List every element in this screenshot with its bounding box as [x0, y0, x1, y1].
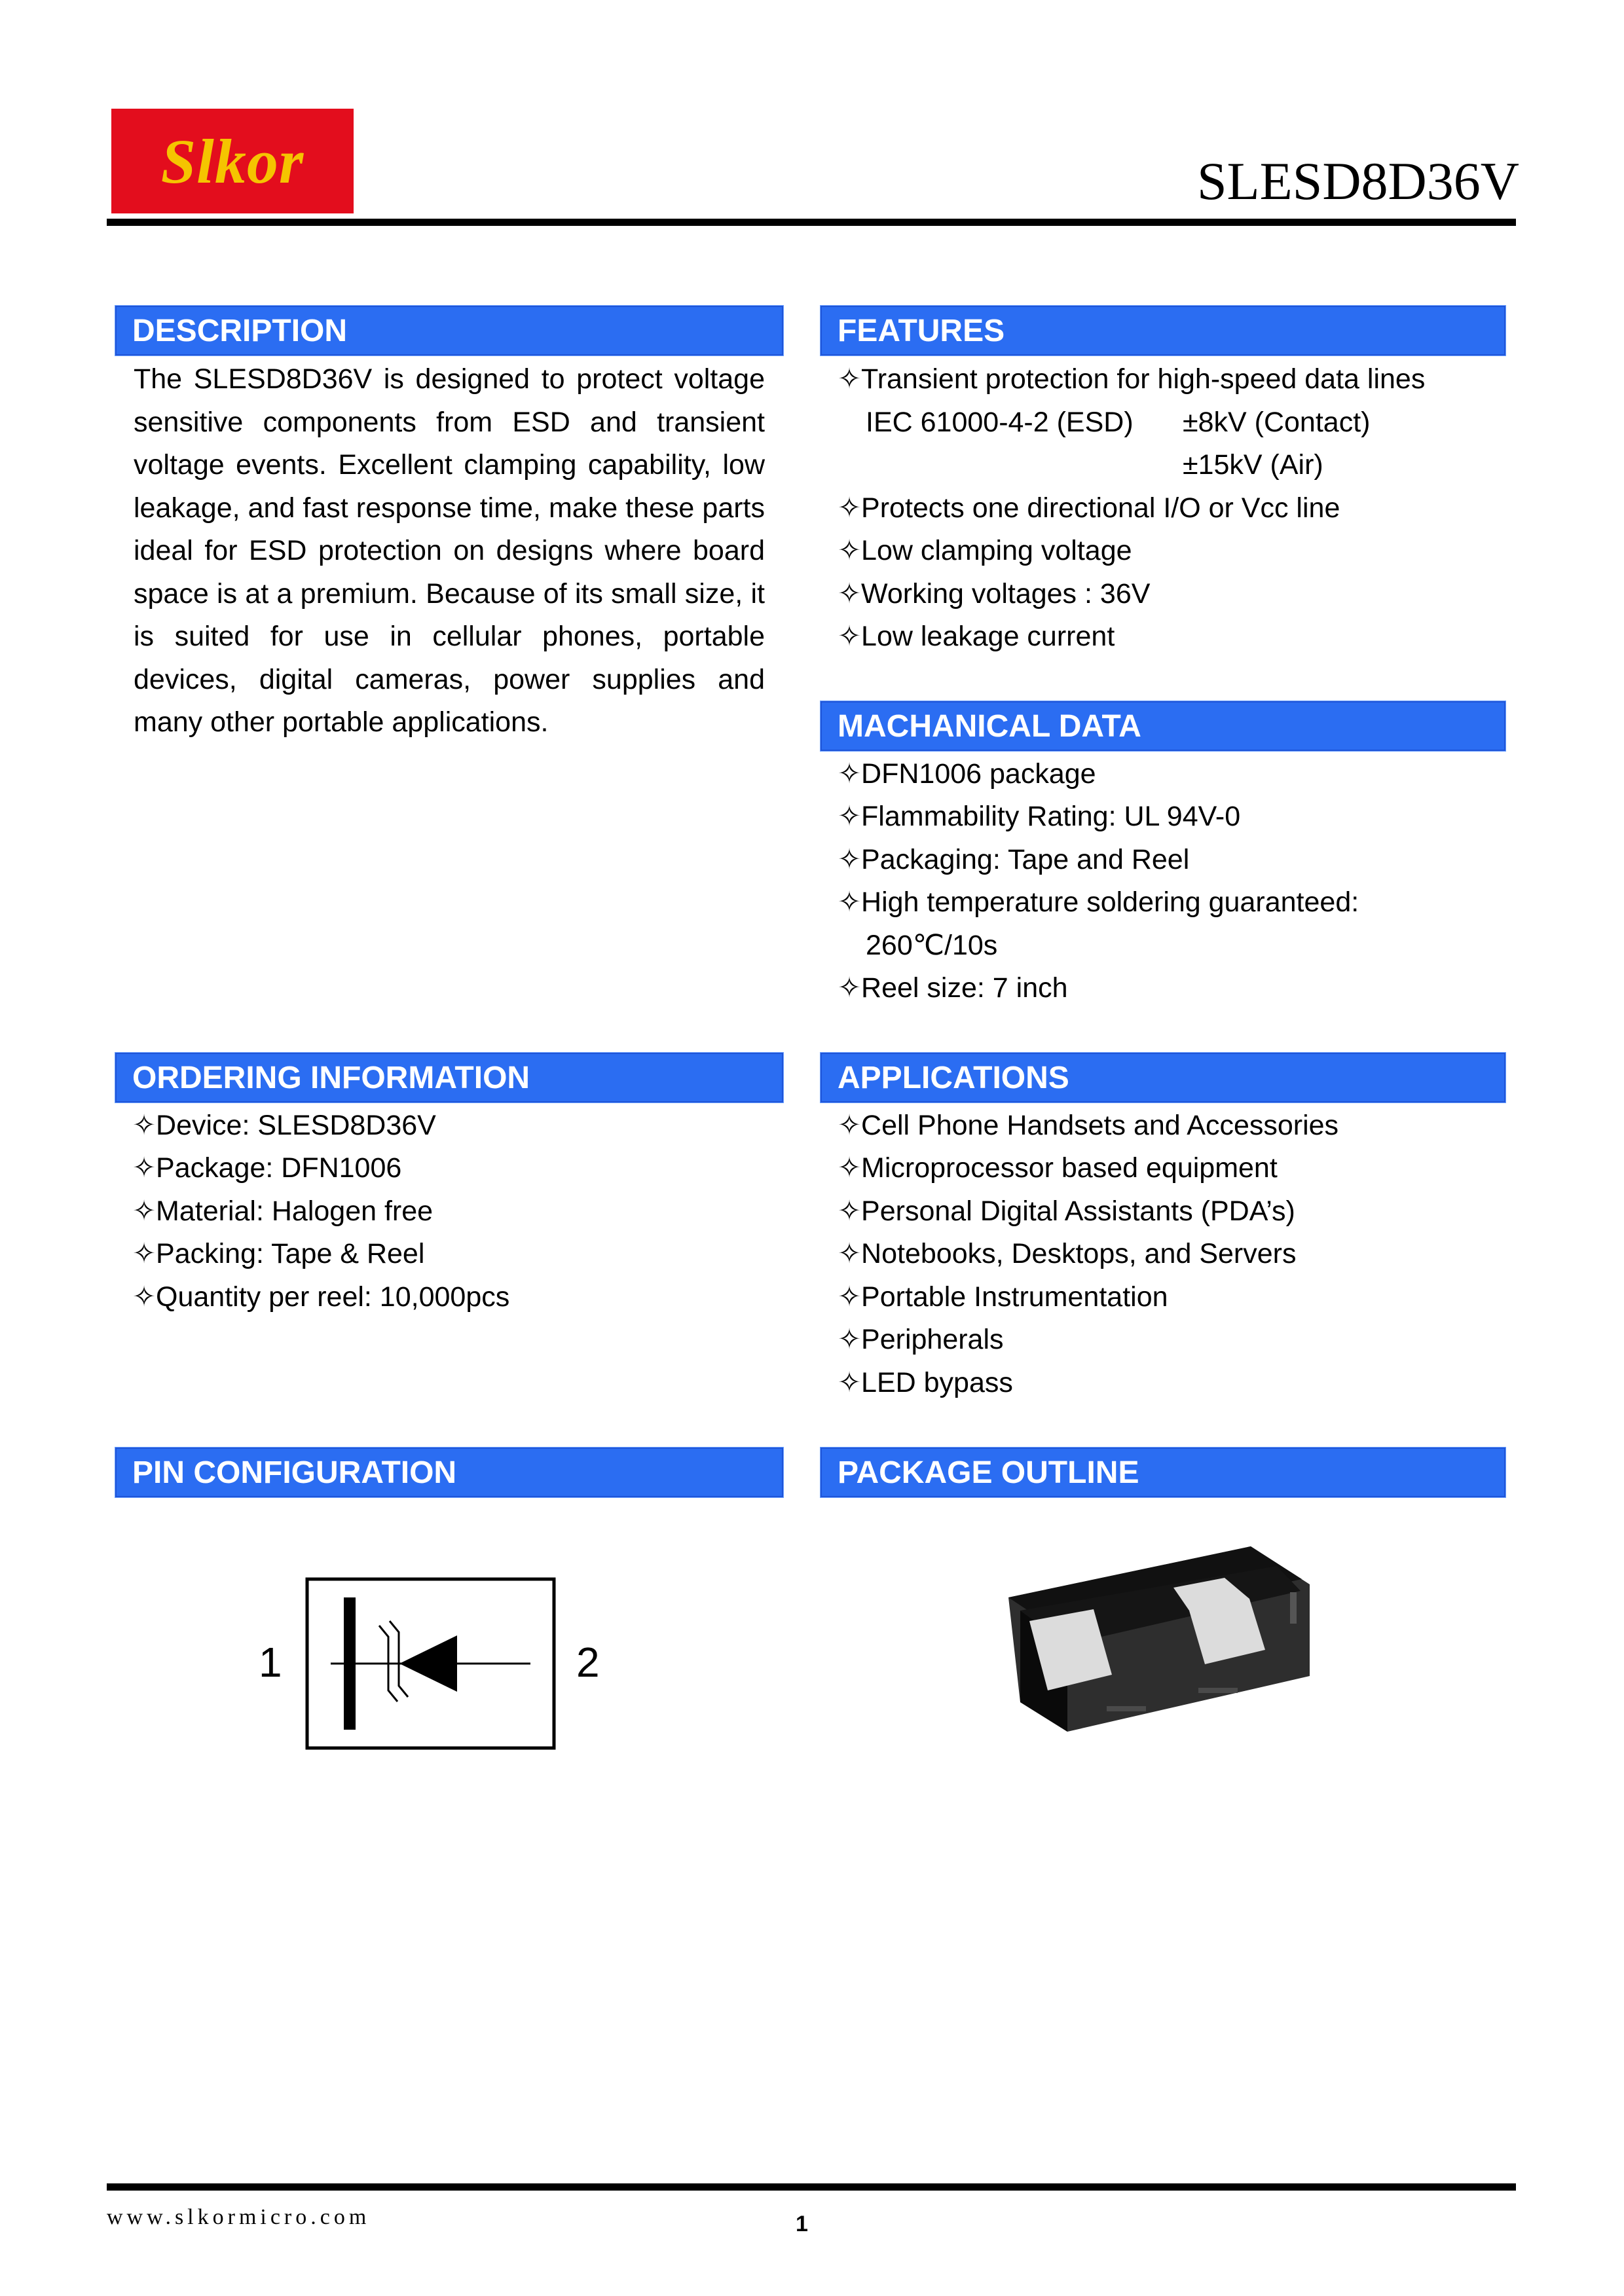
sparkle-bullet-icon [838, 758, 861, 790]
mechanical-heading: MACHANICAL DATA [838, 709, 1141, 744]
sparkle-bullet-icon [838, 492, 861, 524]
description-heading: DESCRIPTION [132, 314, 348, 348]
sparkle-bullet-icon [838, 1195, 861, 1227]
features-item: ✧ Low clamping voltage [838, 530, 1132, 573]
mechanical-item: ✧ Reel size: 7 inch [838, 967, 1068, 1010]
sparkle-bullet-icon [838, 1152, 861, 1184]
sparkle-bullet-icon [838, 578, 861, 610]
ordering-item: ✧ Device: SLESD8D36V [132, 1104, 436, 1148]
mechanical-item: ✧ DFN1006 package [838, 753, 1096, 796]
sparkle-bullet-icon [838, 972, 861, 1004]
application-item: ✧ Cell Phone Handsets and Accessories [838, 1104, 1338, 1148]
pin-config-heading: PIN CONFIGURATION [132, 1455, 457, 1490]
ordering-item: ✧ Packing: Tape & Reel [132, 1233, 424, 1276]
ordering-item: ✧ Quantity per reel: 10,000pcs [132, 1276, 509, 1319]
description-heading-bar [115, 305, 784, 356]
sparkle-bullet-icon [838, 886, 861, 918]
sparkle-bullet-icon [838, 1324, 861, 1355]
footer-website[interactable]: www.slkormicro.com [107, 2205, 371, 2229]
page-number: 1 [796, 2212, 808, 2236]
sparkle-bullet-icon [132, 1152, 156, 1184]
mechanical-heading-bar [820, 701, 1506, 752]
sparkle-bullet-icon [838, 801, 861, 832]
sparkle-bullet-icon [838, 363, 861, 395]
tvs-diode-symbol [304, 1576, 557, 1751]
sparkle-bullet-icon [132, 1281, 156, 1313]
package-outline-heading: PACKAGE OUTLINE [838, 1455, 1139, 1490]
footer-rule [107, 2183, 1516, 2191]
sparkle-bullet-icon [838, 535, 861, 566]
applications-heading: APPLICATIONS [838, 1061, 1069, 1095]
application-item: ✧ Notebooks, Desktops, and Servers [838, 1233, 1296, 1276]
application-item: ✧ Personal Digital Assistants (PDA’s) [838, 1190, 1295, 1233]
mechanical-item-continuation: 260℃/10s [866, 930, 998, 961]
ordering-heading-bar [115, 1052, 784, 1103]
part-number-title: SLESD8D36V [1196, 151, 1519, 211]
application-item: ✧ LED bypass [838, 1362, 1013, 1405]
features-iec-label: IEC 61000-4-2 (ESD) [866, 407, 1134, 438]
application-item: ✧ Microprocessor based equipment [838, 1147, 1278, 1190]
header-rule [107, 219, 1516, 226]
logo-text: Slkor [160, 126, 304, 196]
package-outline-heading-bar [820, 1447, 1506, 1498]
sparkle-bullet-icon [132, 1195, 156, 1227]
company-logo [111, 109, 354, 213]
sparkle-bullet-icon [838, 1281, 861, 1313]
features-item: ✧ Low leakage current [838, 615, 1115, 659]
features-heading-bar [820, 305, 1506, 356]
sparkle-bullet-icon [838, 844, 861, 875]
ordering-heading: ORDERING INFORMATION [132, 1061, 530, 1095]
ordering-item: ✧ Material: Halogen free [132, 1190, 433, 1233]
sparkle-bullet-icon [838, 1110, 861, 1141]
sparkle-bullet-icon [838, 621, 861, 652]
features-item: ✧ Transient protection for high-speed data lines [838, 358, 1425, 401]
features-iec-air: ±15kV (Air) [1183, 449, 1323, 481]
pin-config-heading-bar [115, 1447, 784, 1498]
pin-1-label: 1 [259, 1639, 282, 1686]
dfn1006-package-image [1002, 1539, 1316, 1748]
features-heading: FEATURES [838, 314, 1005, 348]
sparkle-bullet-icon [838, 1367, 861, 1398]
mechanical-item: ✧ Flammability Rating: UL 94V-0 [838, 795, 1240, 839]
sparkle-bullet-icon [132, 1110, 156, 1141]
sparkle-bullet-icon [132, 1238, 156, 1269]
diode-triangle [399, 1635, 457, 1692]
applications-heading-bar [820, 1052, 1506, 1103]
features-iec-contact: ±8kV (Contact) [1183, 407, 1371, 438]
pin-2-label: 2 [576, 1639, 600, 1686]
application-item: ✧ Peripherals [838, 1319, 1004, 1362]
application-item: ✧ Portable Instrumentation [838, 1276, 1168, 1319]
features-item: ✧ Working voltages : 36V [838, 573, 1150, 616]
zener-edge-2 [390, 1621, 408, 1697]
mechanical-item: ✧ Packaging: Tape and Reel [838, 839, 1189, 882]
features-item: ✧ Protects one directional I/O or Vcc line [838, 487, 1340, 530]
ordering-item: ✧ Package: DFN1006 [132, 1147, 401, 1190]
description-body: The SLESD8D36V is designed to protect voltage sensitive components from ESD and transient voltage events. Excellent clamping capability, low leakage, and fast response time, make these parts ideal for ESD protection on designs where board space is at a premium. Because of its small size, it is suited for use in cellular phones, portable devices, digital cameras, power supplies and many other portable applications. [134, 363, 765, 738]
sparkle-bullet-icon [838, 1238, 861, 1269]
mechanical-item: ✧ High temperature soldering guaranteed: [838, 881, 1359, 924]
